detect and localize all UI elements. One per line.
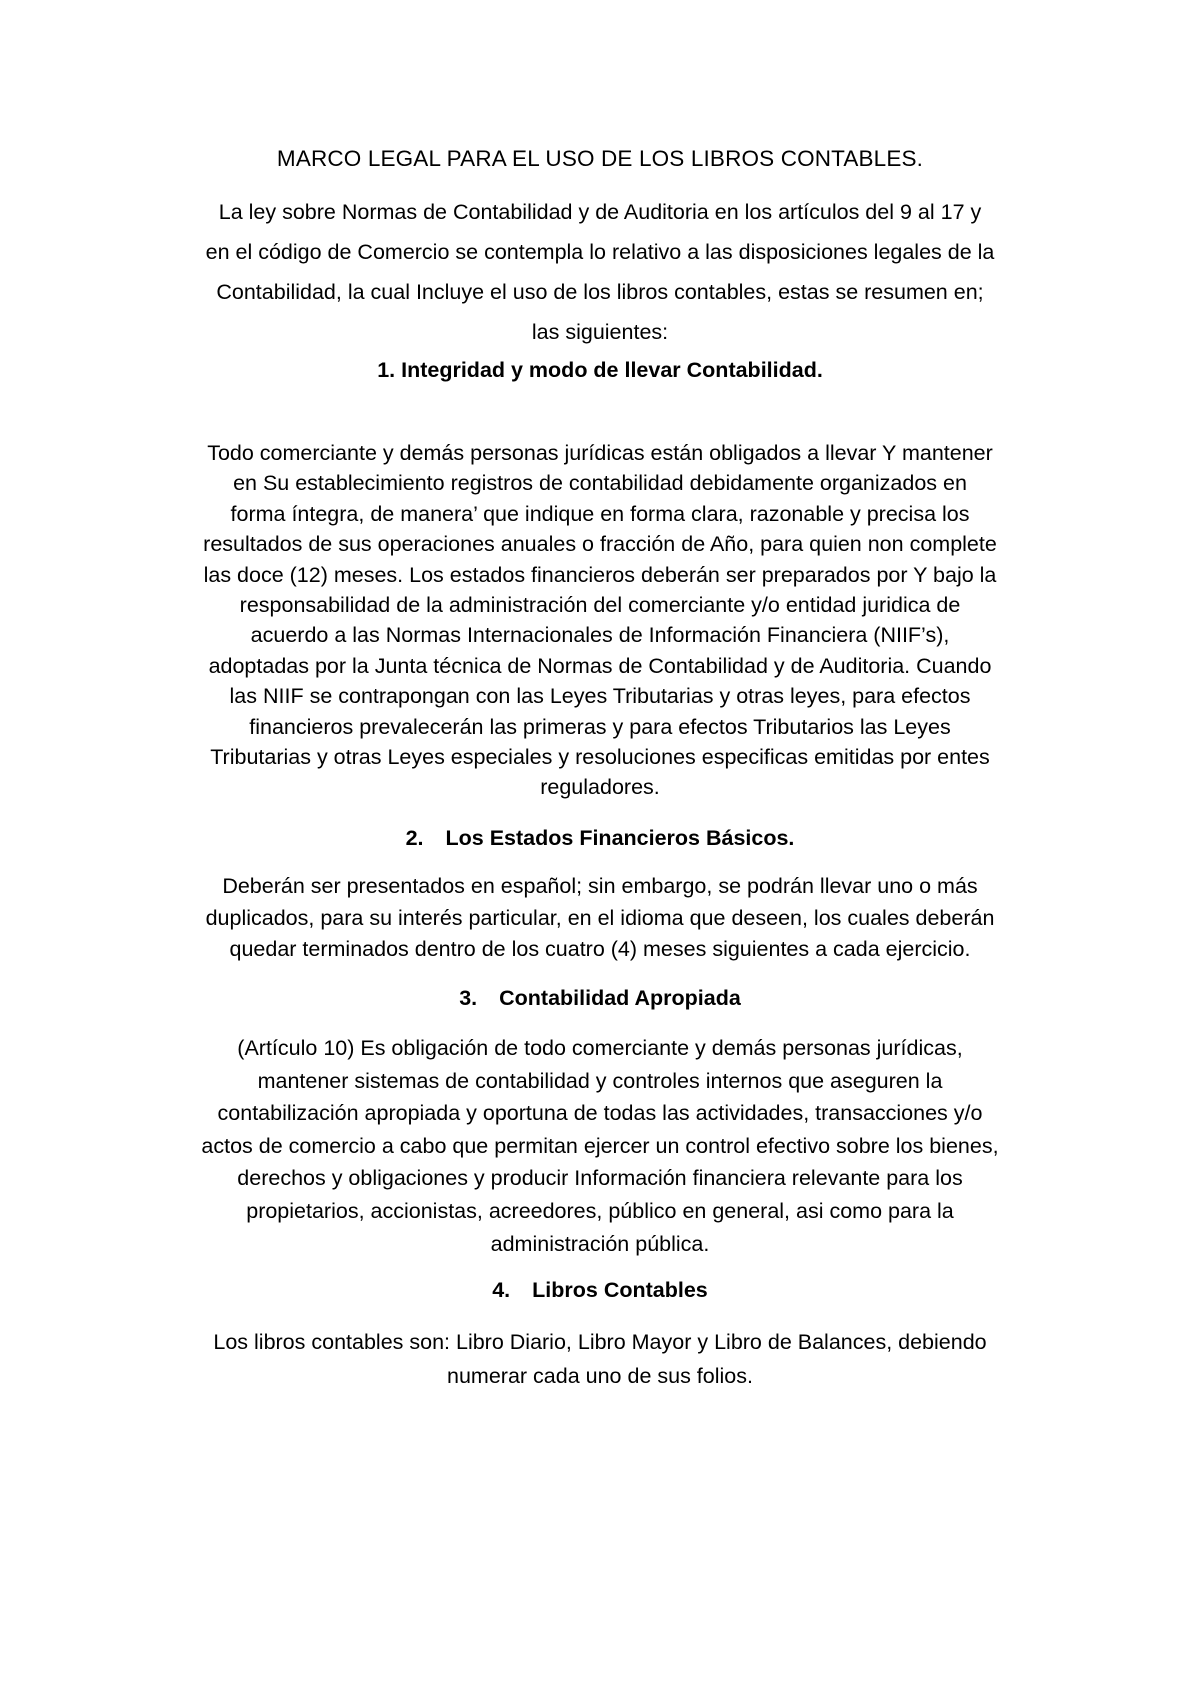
section-number: 4. bbox=[492, 1278, 511, 1302]
paragraph-line: mantener sistemas de contabilidad y controles internos que aseguren la bbox=[257, 1068, 943, 1093]
paragraph-line: acuerdo a las Normas Internacionales de Información Financiera (NIIF’s), bbox=[250, 623, 950, 648]
section-heading-text: Contabilidad Apropiada bbox=[499, 986, 741, 1010]
paragraph-line: financieros prevalecerán las primeras y para efectos Tributarios las Leyes bbox=[249, 714, 951, 739]
paragraph-line: Los libros contables son: Libro Diario, Libro Mayor y Libro de Balances, debiendo bbox=[213, 1330, 987, 1354]
intro-line: las siguientes: bbox=[531, 320, 669, 344]
paragraph-line: actos de comercio a cabo que permitan ejercer un control efectivo sobre los bienes, bbox=[201, 1133, 999, 1158]
section-heading-1 bbox=[100, 354, 1100, 386]
paragraph-line: resultados de sus operaciones anuales o fracción de Año, para quien non complete bbox=[203, 532, 997, 557]
paragraph-line: adoptadas por la Junta técnica de Normas de Contabilidad y de Auditoria. Cuando bbox=[208, 653, 992, 678]
paragraph-line: forma íntegra, de manera’ que indique en forma clara, razonable y precisa los bbox=[230, 501, 970, 526]
section-heading-2 bbox=[100, 822, 1100, 854]
section-paragraph-4 bbox=[100, 1325, 1100, 1393]
paragraph-line: en Su establecimiento registros de contabilidad debidamente organizados en bbox=[233, 471, 967, 496]
section-number: 2. bbox=[405, 826, 424, 850]
section-paragraph-1 bbox=[100, 438, 1100, 803]
section-heading-4 bbox=[100, 1274, 1100, 1306]
intro-line: Contabilidad, la cual Incluye el uso de los libros contables, estas se resumen en; bbox=[216, 280, 984, 304]
paragraph-line: las NIIF se contrapongan con las Leyes Tributarias y otras leyes, para efectos bbox=[229, 684, 971, 709]
section-heading-text: Libros Contables bbox=[532, 1278, 708, 1302]
paragraph-line: propietarios, accionistas, acreedores, público en general, asi como para la bbox=[246, 1198, 954, 1223]
document-title: MARCO LEGAL PARA EL USO DE LOS LIBROS CONTABLES. bbox=[276, 146, 924, 171]
paragraph-line: Todo comerciante y demás personas jurídicas están obligados a llevar Y mantener bbox=[207, 441, 993, 465]
section-heading-text: Los Estados Financieros Básicos. bbox=[445, 826, 795, 850]
section-paragraph-3 bbox=[100, 1032, 1100, 1260]
section-heading-3 bbox=[100, 982, 1100, 1014]
paragraph-line: las doce (12) meses. Los estados financieros deberán ser preparados por Y bajo la bbox=[203, 562, 997, 587]
intro-line: en el código de Comercio se contempla lo relativo a las disposiciones legales de la bbox=[205, 240, 995, 264]
paragraph-line: (Artículo 10) Es obligación de todo comerciante y demás personas jurídicas, bbox=[237, 1036, 963, 1060]
section-heading-text: Integridad y modo de llevar Contabilidad. bbox=[401, 358, 823, 382]
paragraph-line: reguladores. bbox=[540, 775, 660, 800]
section-paragraph-2 bbox=[100, 871, 1100, 966]
paragraph-line: contabilización apropiada y oportuna de todas las actividades, transacciones y/o bbox=[217, 1101, 983, 1126]
paragraph-line: administración pública. bbox=[490, 1231, 710, 1256]
paragraph-line: Tributarias y otras Leyes especiales y resoluciones especificas emitidas por entes bbox=[210, 745, 990, 770]
paragraph-line: Deberán ser presentados en español; sin embargo, se podrán llevar uno o más bbox=[222, 874, 978, 898]
paragraph-line: duplicados, para su interés particular, en el idioma que deseen, los cuales deberán bbox=[205, 905, 995, 930]
paragraph-line: responsabilidad de la administración del comerciante y/o entidad juridica de bbox=[239, 593, 961, 618]
section-number: 1. bbox=[377, 358, 396, 382]
paragraph-line: numerar cada uno de sus folios. bbox=[447, 1364, 753, 1388]
section-number: 3. bbox=[459, 986, 478, 1010]
paragraph-line: quedar terminados dentro de los cuatro (4) meses siguientes a cada ejercicio. bbox=[229, 937, 971, 961]
intro-line: La ley sobre Normas de Contabilidad y de Auditoria en los artículos del 9 al 17 y bbox=[218, 200, 982, 224]
paragraph-line: derechos y obligaciones y producir Información financiera relevante para los bbox=[237, 1166, 963, 1191]
intro-paragraph bbox=[100, 192, 1100, 352]
